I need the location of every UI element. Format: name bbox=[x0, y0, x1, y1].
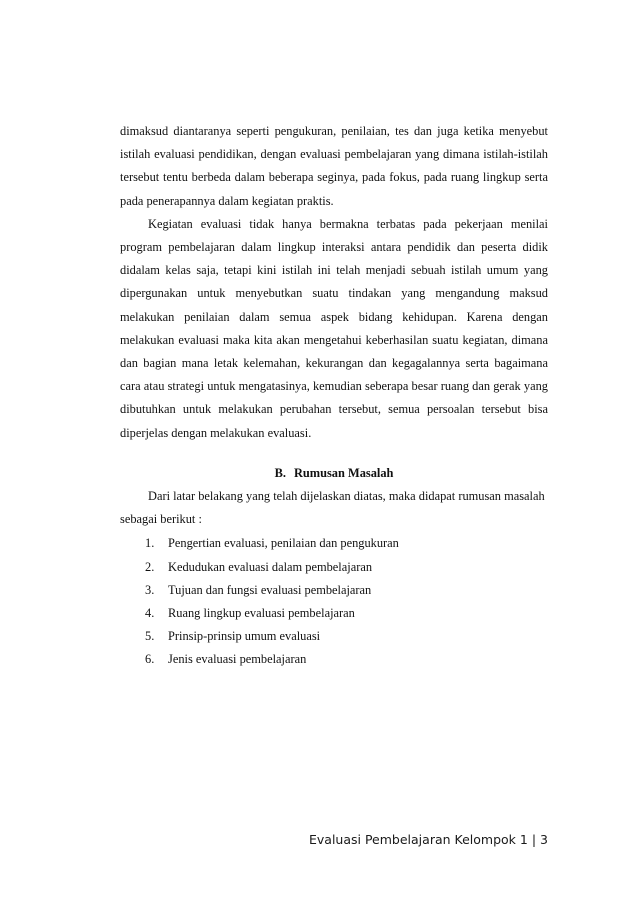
list-item-index: 6. bbox=[145, 652, 155, 667]
paragraph-evaluation-activity: Kegiatan evaluasi tidak hanya bermakna terbatas pada pekerjaan menilai program pembelajaran dalam lingkup interaksi antara pendidik dan peserta didik didalam kelas saja, tetapi kini istilah ini telah menjadi sebuah istilah umum yang dipergunakan untuk menyebutkan suatu tindakan yang mengandung maksud melakukan penilaian dalam semua aspek bidang kehidupan. Karena dengan melakukan evaluasi maka kita akan mengetahui keberhasilan suatu kegiatan, dimana dan bagian mana letak kelemahan, kekurangan dan kegagalannya serta bagaimana cara atau strategi untuk mengatasinya, kemudian seberapa besar ruang dan gerak yang dibutuhkan untuk melakukan perubahan tersebut, semua persoalan tersebut bisa diperjelas dengan melakukan evaluasi. bbox=[120, 216, 548, 440]
list-item-index: 2. bbox=[145, 559, 155, 574]
list-item-index: 3. bbox=[145, 582, 155, 597]
list-item-text: Tujuan dan fungsi evaluasi pembelajaran bbox=[168, 582, 372, 597]
list-item-index: 1. bbox=[145, 536, 155, 551]
list-item bbox=[120, 556, 548, 579]
list-item bbox=[120, 532, 548, 555]
list-item-text: Prinsip-prinsip umum evaluasi bbox=[168, 629, 321, 644]
paragraph-continuation: dimaksud diantaranya seperti pengukuran, penilaian, tes dan juga ketika menyebut istilah evaluasi pendidikan, dengan evaluasi pembelajaran yang dimana istilah-istilah tersebut tentu berbeda dalam beberapa seginya, pada fokus, pada ruang lingkup serta pada penerapannya dalam kegiatan praktis. bbox=[120, 124, 548, 208]
list-item bbox=[120, 602, 548, 625]
list-item-text: Jenis evaluasi pembelajaran bbox=[168, 652, 307, 667]
list-item-index: 4. bbox=[145, 606, 155, 621]
page-number: 3 bbox=[540, 832, 548, 847]
section-title: Rumusan Masalah bbox=[293, 465, 394, 480]
problem-list bbox=[120, 532, 548, 671]
page-content bbox=[120, 120, 548, 672]
list-item-index: 5. bbox=[145, 629, 155, 644]
list-item-text: Pengertian evaluasi, penilaian dan pengukuran bbox=[168, 536, 399, 551]
list-item-text: Kedudukan evaluasi dalam pembelajaran bbox=[168, 559, 373, 574]
section-heading bbox=[120, 462, 548, 485]
page-footer bbox=[300, 832, 548, 847]
section-intro: Dari latar belakang yang telah dijelaskan diatas, maka didapat rumusan masalah sebagai berikut : bbox=[120, 489, 545, 527]
list-item bbox=[120, 625, 548, 648]
section-number: B. bbox=[274, 465, 286, 480]
footer-title: Evaluasi Pembelajaran Kelompok 1 bbox=[309, 832, 528, 847]
list-item bbox=[120, 648, 548, 671]
list-item-text: Ruang lingkup evaluasi pembelajaran bbox=[168, 606, 355, 621]
list-item bbox=[120, 579, 548, 602]
footer-separator: | bbox=[531, 832, 537, 847]
